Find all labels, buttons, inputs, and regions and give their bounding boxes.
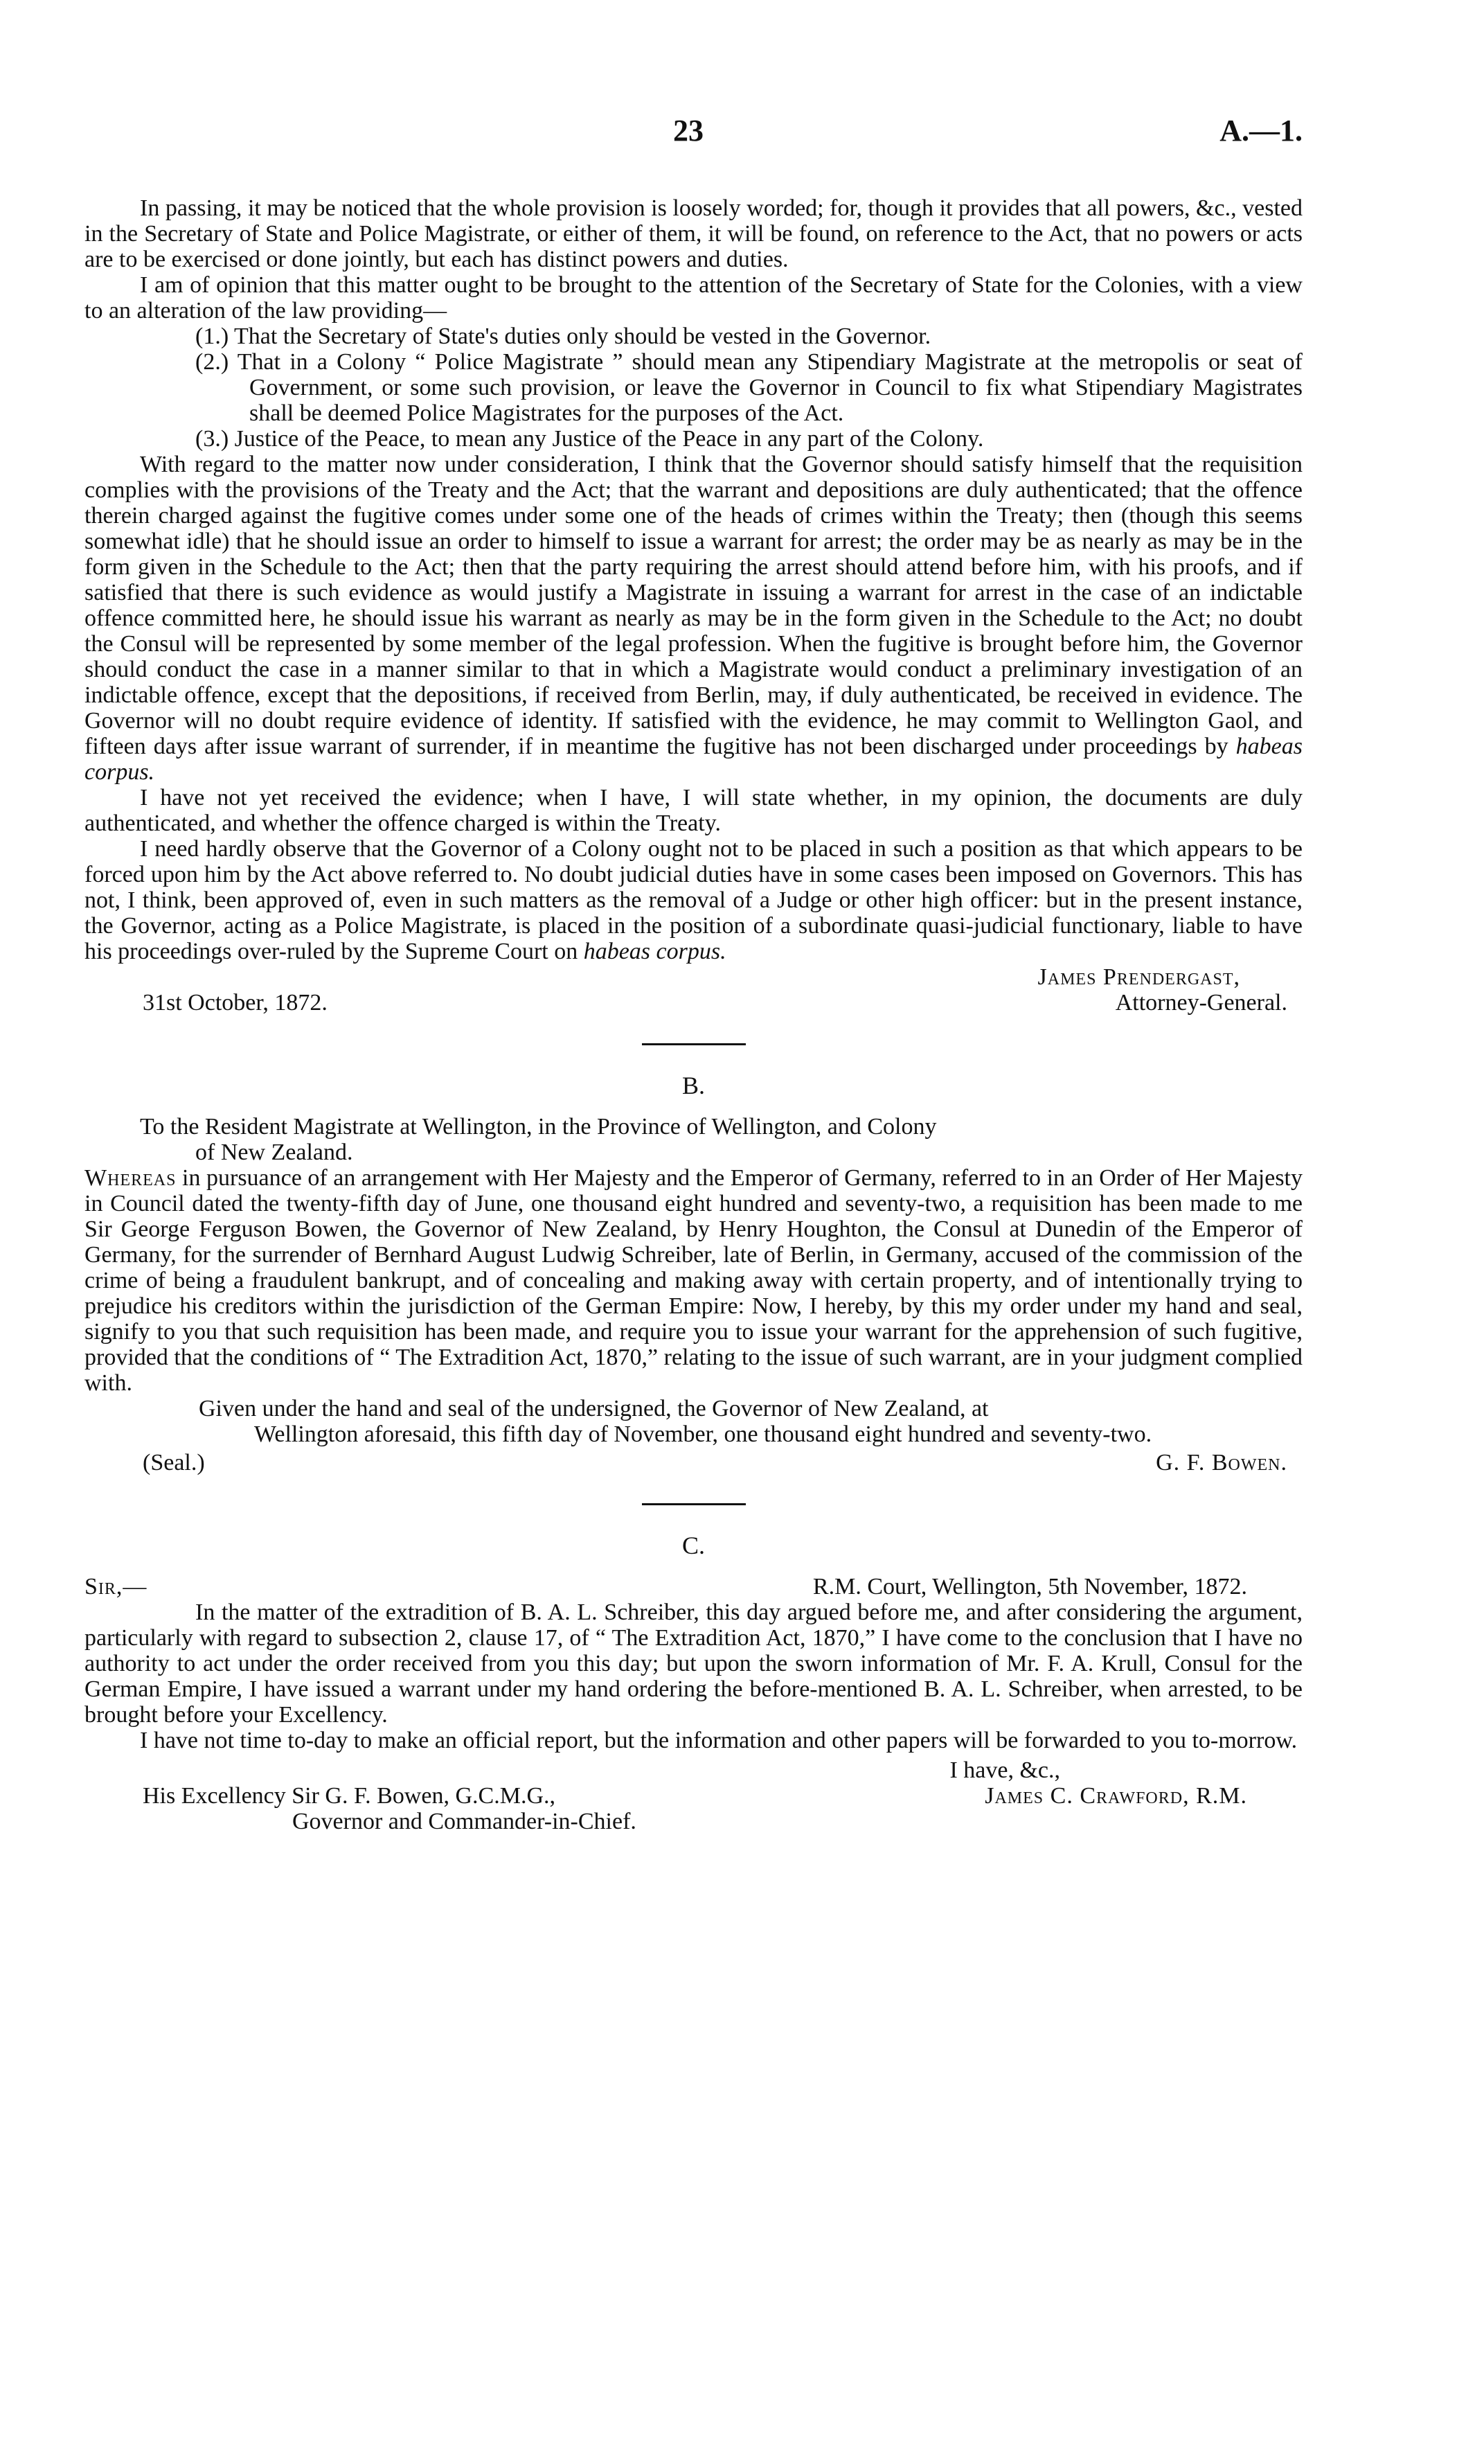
address-block [140,1114,1303,1165]
address-line: of New Zealand. [195,1140,353,1165]
place-date: R.M. Court, Wellington, 5th November, 1872. [812,1574,1247,1599]
list-item: (3.) Justice of the Peace, to mean any Justice of the Peace in any part of the Colony. [195,426,984,452]
closing-row [84,1783,1303,1809]
closing: I have, &c., [949,1757,1060,1783]
magistrate-signature: James C. Crawford, R.M. [985,1783,1247,1809]
paragraph [84,452,1303,785]
paragraph: In the matter of the extradition of B. A. L. Schreiber, this day argued before me, and after considering the argument, particularly with regard to subsection 2, clause 17, of “ The Extradition Act, 1870,” I have come to the conclusion that I have no authority to act under the order received from you this day; but upon the sworn information of Mr. F. A. Krull, Consul for the German Empire, I have issued a warrant under my hand ordering the before-mentioned B. A. L. Schreiber, when arrested, to be brought before your Excellency. [84,1599,1303,1728]
seal-label: (Seal.) [143,1450,205,1475]
salutation: Sir,— [84,1574,147,1599]
paragraph [84,836,1303,964]
order-text: in pursuance of an arrangement with Her Majesty and the Emperor of Germany, referred to in an Order of Her Majesty in Council dated the twenty-fifth day of June, one thousand eight hundred and seventy-two, a requisition has been made to me Sir George Ferguson Bowen, the Governor of New Zealand, by Henry Houghton, the Consul at Dunedin of the Emperor of Germany, for the surrender of Bernhard August Ludwig Schreiber, late of Berlin, in Germany, accused of the commission of the crime of being a fraudulent bankrupt, and of concealing and making away with certain property, and of intentionally trying to prejudice his creditors within the jurisdiction of the German Empire: Now, I hereby, by this my order under my hand and seal, signify to you that such requisition has been made, and require you to issue your warrant for the apprehension of such fugitive, provided that the conditions of “ The Extradition Act, 1870,” relating to the issue of such warrant, are in your judgment complied with. [84,1165,1303,1396]
given-line: Wellington aforesaid, this fifth day of November, one thousand eight hundred and seventy-two. [254,1421,1152,1447]
section-divider [642,1503,746,1505]
paragraph-text: With regard to the matter now under consideration, I think that the Governor should satisfy himself that the requisition complies with the provisions of the Treaty and the Act; that the warrant and depositions are duly authenticated; that the offence therein charged against the fugitive comes under some one of the heads of crimes within the Treaty; then (though this seems somewhat idle) that he should issue an order to himself to issue a warrant for arrest; the order may be as nearly as may be in the form given in the Schedule to the Act; then that the party requiring the arrest should attend before him, with his proofs, and if satisfied that there is such evidence as would justify a Magistrate in issuing a warrant for arrest in the case of an indictable offence committed here, he should issue his warrant as nearly as may be in the form given in the Schedule to the Act; no doubt the Consul will be represented by some member of the legal profession. When the fugitive is brought before him, the Governor should conduct the case in a manner similar to that in which a Magistrate would conduct a preliminary investigation of an indictable offence, except that the depositions, if received from Berlin, may, if duly authenticated, be received in evidence. The Governor will no doubt require evidence of identity. If satisfied with the evidence, he may commit to Wellington Gaol, and fifteen days after issue warrant of surrender, if in meantime the fugitive has not been discharged under proceedings by [84,452,1303,759]
paragraph: I am of opinion that this matter ought to be brought to the attention of the Secretary of State for the Colonies, with a view to an alteration of the law providing— [84,272,1303,323]
list-item: (1.) That the Secretary of State's duties only should be vested in the Governor. [195,323,931,349]
section-c [84,1533,1303,1834]
italic-term: habeas corpus. [84,734,1303,785]
letter-date: 31st October, 1872. [143,990,328,1016]
given-line: Given under the hand and seal of the undersigned, the Governor of New Zealand, at [199,1396,989,1421]
list-item: (2.) That in a Colony “ Police Magistrate ” should mean any Stipendiary Magistrate at the metropolis or seat of Government, or some such provision, or leave the Governor in Council to fix what Stipendiary Magistrates shall be deemed Police Magistrates for the purposes of the Act. [195,349,1303,426]
section-letter: B. [681,1072,705,1099]
page-number: 23 [673,114,704,148]
section-letter: C. [681,1532,705,1559]
address-line: To the Resident Magistrate at Wellington, in the Province of Wellington, and Colony [140,1114,937,1140]
signature-row [84,990,1303,1016]
paragraph: I have not yet received the evidence; when I have, I will state whether, in my opinion, the documents are duly authenticated, and whether the offence charged is within the Treaty. [84,785,1303,836]
section-a [84,195,1303,1016]
paragraph: I have not time to-day to make an official report, but the information and other papers will be forwarded to you to-morrow. [140,1728,1298,1753]
paragraph: In passing, it may be noticed that the whole provision is loosely worded; for, though it provides that all powers, &c., vested in the Secretary of State and Police Magistrate, or either of them, it will be found, on reference to the Act, that no powers or acts are to be exercised or done jointly, but each has distinct powers and duties. [84,195,1303,272]
order-body [84,1165,1303,1396]
addressee-line: His Excellency Sir G. F. Bowen, G.C.M.G., [143,1783,556,1809]
italic-term: habeas corpus. [583,939,726,964]
given-clause [199,1396,1303,1447]
paragraph-text: I need hardly observe that the Governor of a Colony ought not to be placed in such a position as that which appears to be forced upon him by the Act above referred to. No doubt judicial duties have in some cases been imposed on Governors. This has not, I think, been approved of, even in such matters as the removal of a Judge or other high officer: but in the present instance, the Governor, acting as a Police Magistrate, is placed in the position of a subordinate quasi-judicial functionary, liable to have his proceedings over-ruled by the Supreme Court on [84,836,1303,964]
page-header [84,114,1303,159]
paper-code: A.—1. [1219,114,1303,148]
governor-signature: G. F. Bowen. [1156,1450,1287,1475]
section-divider [642,1043,746,1045]
addressee-line: Governor and Commander-in-Chief. [292,1809,636,1834]
section-b [84,1073,1303,1475]
signature-title: Attorney-General. [1115,990,1287,1016]
whereas-word: Whereas [84,1165,177,1191]
salutation-row [84,1574,1303,1599]
seal-signature-row [84,1450,1303,1475]
signature-name: James Prendergast, [1037,964,1240,990]
